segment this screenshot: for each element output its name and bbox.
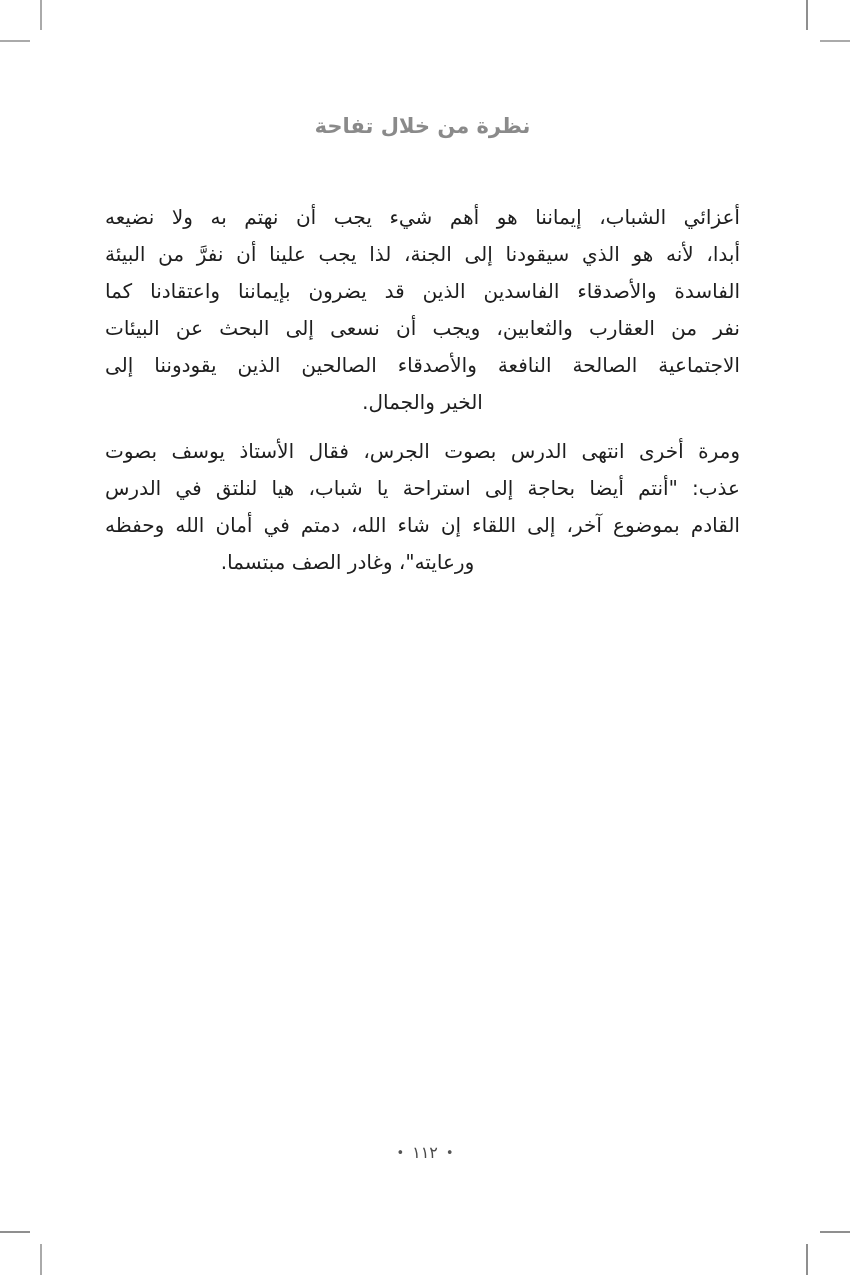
text-line: الفاسدة والأصدقاء الفاسدين الذين قد يضرون بإيماننا واعتقادنا كما bbox=[105, 279, 740, 303]
text-line: أبدا، لأنه هو الذي سيقودنا إلى الجنة، لذا يجب علينا أن نفرَّ من البيئة bbox=[105, 242, 740, 266]
page-number bbox=[0, 1143, 850, 1162]
corner-mark-bottom-left-vertical bbox=[40, 1244, 42, 1275]
corner-mark-bottom-right-horizontal bbox=[820, 1231, 850, 1233]
text-line: عذب: "أنتم أيضا بحاجة إلى استراحة يا شباب، هيا لنلتق في الدرس bbox=[105, 476, 740, 500]
text-line: القادم بموضوع آخر، إلى اللقاء إن شاء الله، دمتم في أمان الله وحفظه bbox=[105, 513, 740, 537]
text-line: أعزائي الشباب، إيماننا هو أهم شيء يجب أن نهتم به ولا نضيعه bbox=[105, 205, 740, 229]
body-text bbox=[105, 199, 740, 593]
paragraph bbox=[105, 433, 740, 581]
page-number-bullet-right: • bbox=[445, 1146, 454, 1161]
corner-mark-top-right-vertical bbox=[806, 0, 808, 30]
page-number-bullet-left: • bbox=[396, 1146, 405, 1161]
corner-mark-top-right-horizontal bbox=[820, 40, 850, 42]
page-number-value: ١١٢ bbox=[412, 1143, 438, 1162]
corner-mark-top-left-horizontal bbox=[0, 40, 30, 42]
corner-mark-top-left-vertical bbox=[40, 0, 42, 30]
text-line: الاجتماعية الصالحة النافعة والأصدقاء الصالحين الذين يقودوننا إلى bbox=[105, 353, 740, 377]
text-line: ومرة أخرى انتهى الدرس بصوت الجرس، فقال الأستاذ يوسف بصوت bbox=[105, 439, 740, 463]
corner-mark-bottom-right-vertical bbox=[806, 1244, 808, 1275]
corner-mark-bottom-left-horizontal bbox=[0, 1231, 30, 1233]
chapter-title: نظرة من خلال تفاحة bbox=[314, 114, 531, 138]
text-line: الخير والجمال. bbox=[362, 390, 483, 414]
paragraph bbox=[105, 199, 740, 421]
text-line: ورعايته"، وغادر الصف مبتسما. bbox=[220, 550, 475, 574]
text-line: نفر من العقارب والثعابين، ويجب أن نسعى إلى البحث عن البيئات bbox=[105, 316, 740, 340]
